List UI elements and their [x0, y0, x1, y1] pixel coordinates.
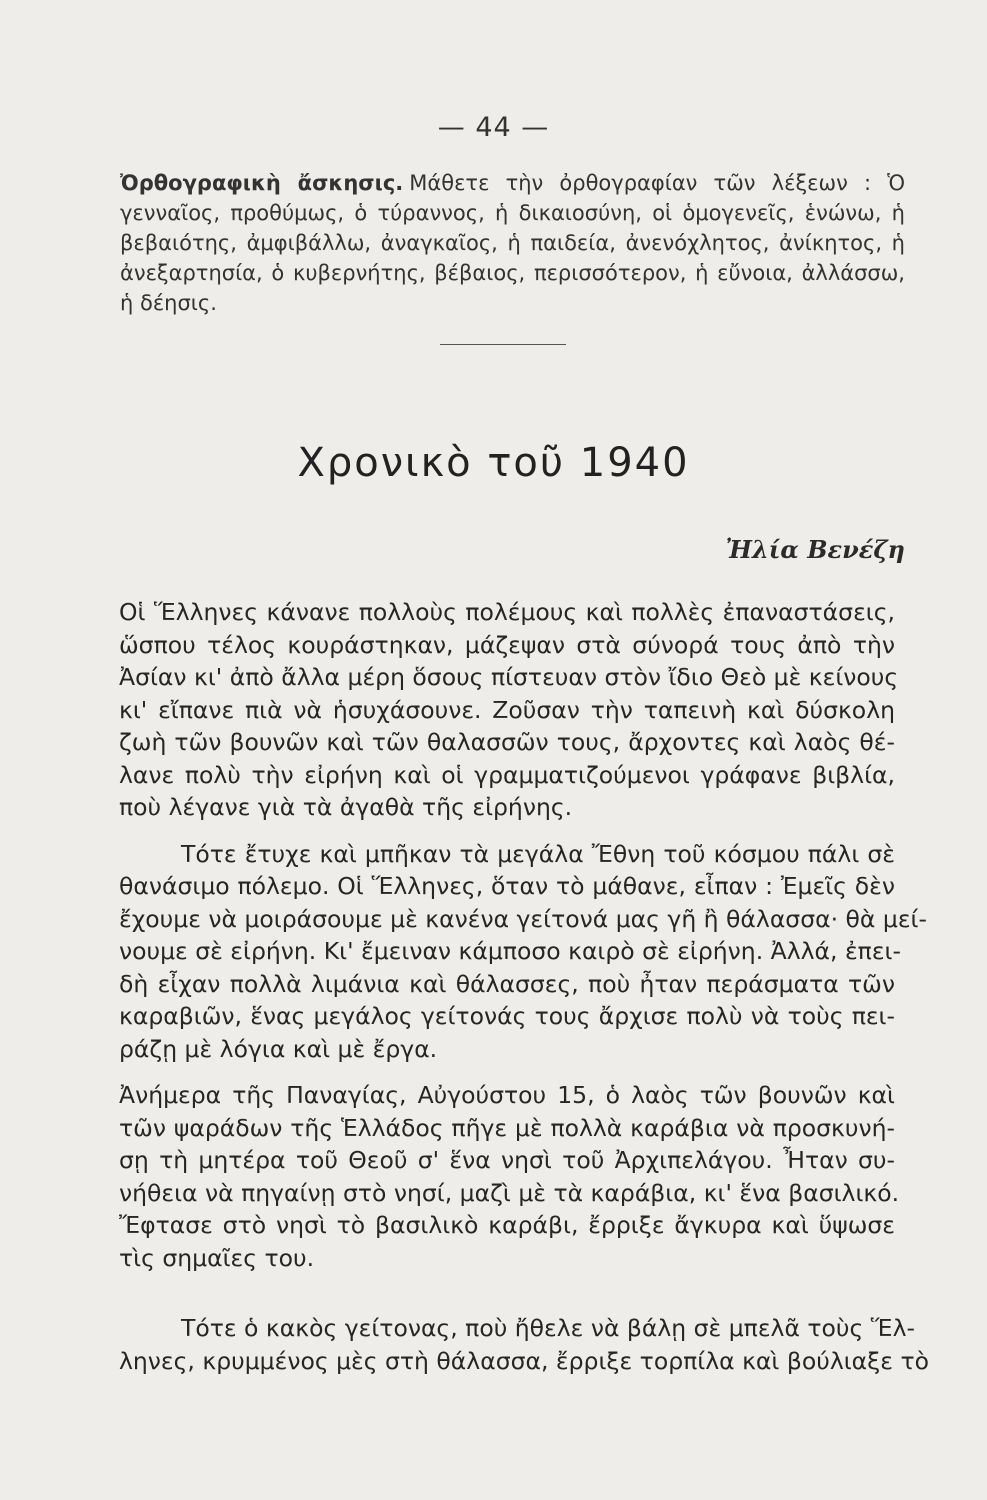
- text-line: ζωὴ τῶν βουνῶν καὶ τῶν θαλασσῶν τους, ἄρχοντες καὶ λαὸς θέ-: [119, 728, 895, 756]
- text-line: καραβιῶν, ἕνας μεγάλος γείτονάς τους ἄρχισε πολὺ νὰ τοὺς πει-: [119, 1002, 895, 1030]
- text-line: τῶν ψαράδων τῆς Ἑλλάδος πῆγε μὲ πολλὰ καράβια νὰ προσκυνή-: [119, 1113, 895, 1142]
- text-line: λανε πολὺ τὴν εἰρήνη καὶ οἱ γραμματιζούμενοι γράφανε βιβλία,: [119, 760, 895, 789]
- text-line: ὥσπου τέλος κουράστηκαν, μάζεψαν στὰ σύνορά τους ἀπὸ τὴν: [119, 630, 895, 659]
- paragraph-gap: [119, 824, 895, 838]
- text-line: Ἔφτασε στὸ νησὶ τὸ βασιλικὸ καράβι, ἔρριξε ἄγκυρα καὶ ὕψωσε: [119, 1211, 895, 1239]
- section-divider: [440, 344, 566, 345]
- exercise-text: Μάθετε τὴν ὀρθογραφίαν τῶν λέξεων : Ὁ γενναῖος, προθύμως, ὁ τύραννος, ἡ δικαιοσύνη, οἱ ὁμογενεῖς, ἑνώνω, ἡ βεβαιότης, ἀμφιβάλλω, ἀναγκαῖος, ἡ παιδεία, ἀνενόχλητος, ἀνίκητος, ἡ ἀνεξαρτησία, ὁ κυβερνήτης, βέβαιος, περισσότερον, ἡ εὔνοια, ἀλλάσσω, ἡ δέησις.: [120, 171, 906, 315]
- text-line: ποὺ λέγανε γιὰ τὰ ἀγαθὰ τῆς εἰρήνης.: [119, 793, 573, 821]
- text-line: δὴ εἶχαν πολλὰ λιμάνια καὶ θάλασσες, ποὺ ἦταν περάσματα τῶν: [119, 969, 895, 998]
- text-line: ἔχουμε νὰ μοιράσουμε μὲ κανένα γείτονά μας γῆ ἢ θάλασσα· θὰ μεί-: [119, 904, 927, 933]
- text-line: Τότε ὁ κακὸς γείτονας, ποὺ ἤθελε νὰ βάλῃ σὲ μπελᾶ τοὺς Ἕλ-: [181, 1314, 915, 1342]
- text-line: νουμε σὲ εἰρήνη. Κι' ἔμειναν κάμποσο καιρὸ σὲ εἰρήνη. Ἀλλά, ἐπει-: [119, 937, 901, 965]
- text-line: Τότε ἔτυχε καὶ μπῆκαν τὰ μεγάλα Ἔθνη τοῦ κόσμου πάλι σὲ: [181, 839, 895, 868]
- spelling-exercise: [120, 168, 905, 318]
- exercise-label: Ὀρθογραφικὴ ἄσκησις.: [120, 171, 404, 195]
- text-line: κι' εἴπανε πιὰ νὰ ἡσυχάσουνε. Ζοῦσαν τὴν ταπεινὴ καὶ δύσκολη: [119, 695, 895, 724]
- paragraph-gap: [119, 1274, 895, 1312]
- article-author: Ἠλία Βενέζη: [725, 535, 905, 564]
- text-line: θανάσιμο πόλεμο. Οἱ Ἕλληνες, ὅταν τὸ μάθανε, εἶπαν : Ἐμεῖς δὲν: [119, 872, 895, 900]
- article-body: [119, 596, 929, 1377]
- text-line: Ἀσίαν κι' ἀπὸ ἄλλα μέρη ὅσους πίστευαν στὸν ἴδιο Θεὸ μὲ κείνους: [119, 663, 899, 691]
- text-line: νήθεια νὰ πηγαίνῃ στὸ νησί, μαζὶ μὲ τὰ καράβια, κι' ἕνα βασιλικό.: [119, 1178, 900, 1207]
- page-number: — 44 —: [437, 112, 550, 143]
- article-title: Χρονικὸ τοῦ 1940: [297, 440, 690, 486]
- text-line: ράζῃ μὲ λόγια καὶ μὲ ἔργα.: [119, 1034, 438, 1063]
- text-line: τὶς σημαῖες του.: [119, 1243, 315, 1272]
- paragraph-gap: [119, 1065, 895, 1079]
- text-line: Ἀνήμερα τῆς Παναγίας, Αὐγούστου 15, ὁ λαὸς τῶν βουνῶν καὶ: [119, 1081, 895, 1109]
- text-line: ληνες, κρυμμένος μὲς στὴ θάλασσα, ἔρριξε τορπίλα καὶ βούλιαξε τὸ: [119, 1346, 929, 1375]
- text-line: Οἱ Ἕλληνες κάνανε πολλοὺς πολέμους καὶ πολλὲς ἐπαναστάσεις,: [119, 598, 895, 626]
- text-line: σῃ τὴ μητέρα τοῦ Θεοῦ σ' ἕνα νησὶ τοῦ Ἀρχιπελάγου. Ἦταν συ-: [119, 1146, 895, 1174]
